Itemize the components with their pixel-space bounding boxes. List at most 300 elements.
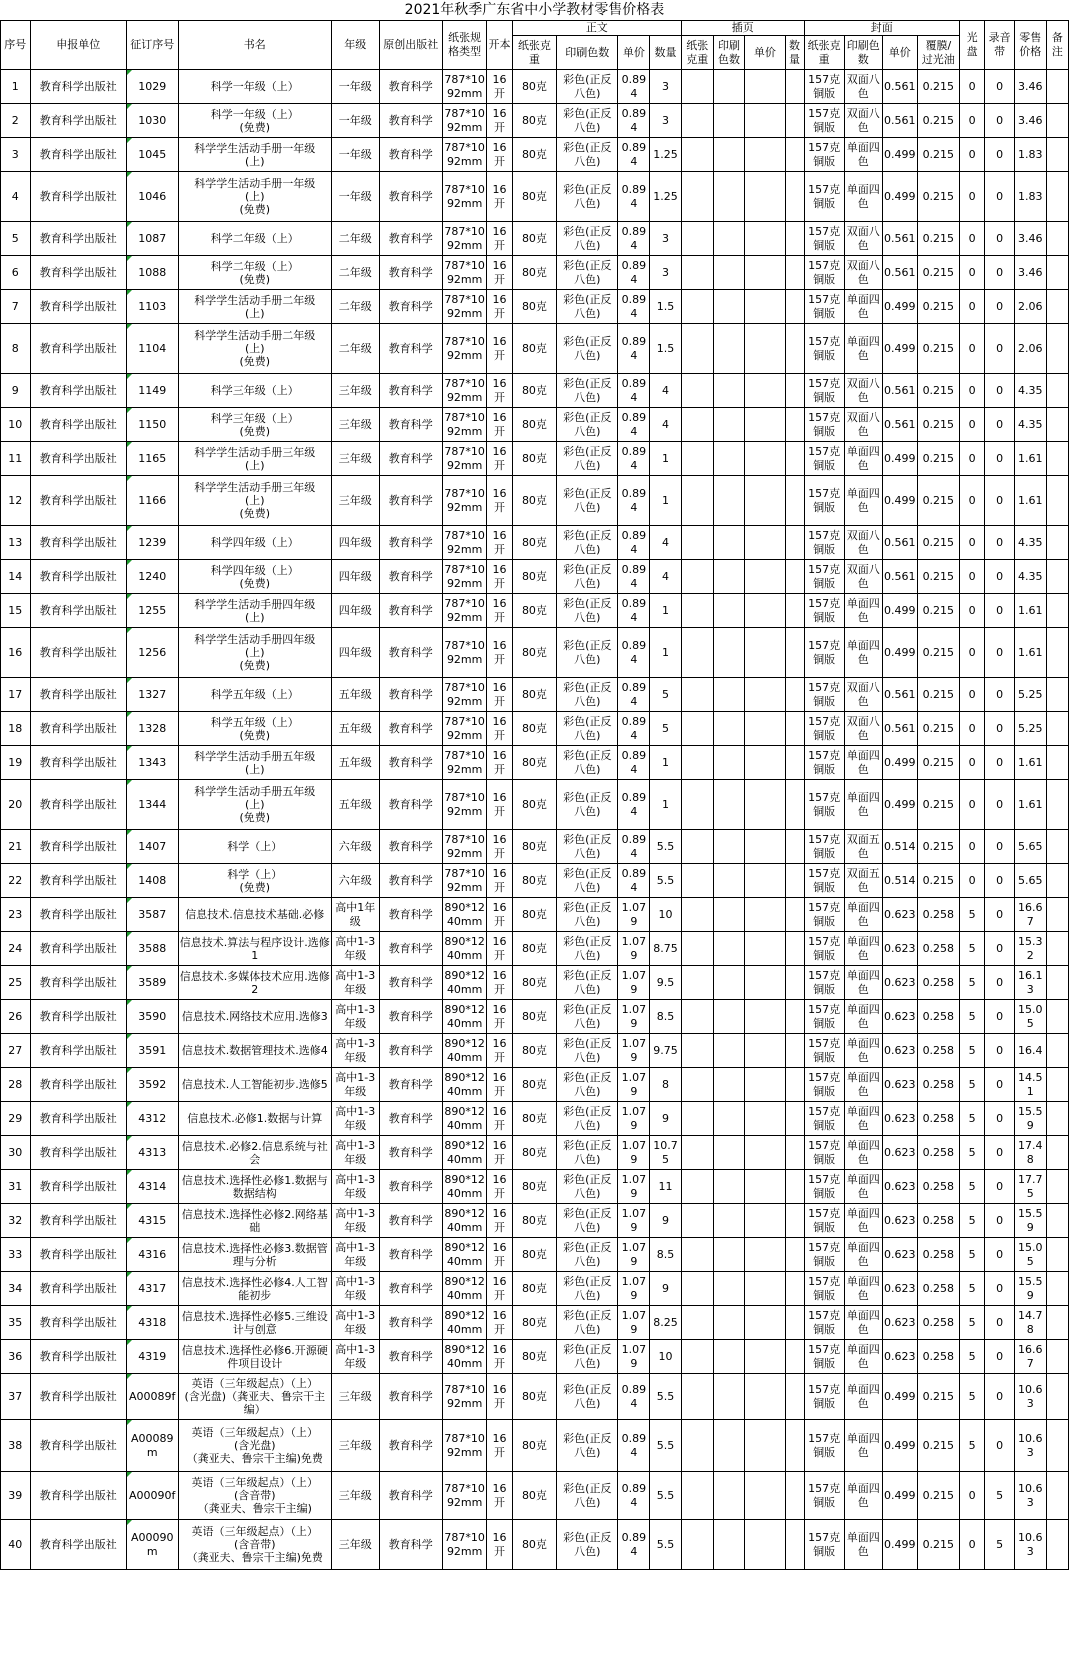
cell-insert-weight [681,324,713,374]
cell-insert-color [713,172,745,222]
cell-note [1046,1238,1068,1272]
cell-code: 1150 [126,408,178,442]
cell-cd: 0 [959,678,984,712]
cell-cover-price: 0.623 [882,1238,917,1272]
cell-code: 3590 [126,1000,178,1034]
cell-orig-pub: 教育科学 [379,408,442,442]
cell-main-color: 彩色(正反 八色) [557,324,618,374]
cell-book: 信息技术.必修1.数据与计算 [178,1102,331,1136]
cell-format: 16 开 [487,290,512,324]
cell-tape: 0 [985,1204,1015,1238]
cell-cd: 5 [959,1374,984,1420]
cell-format: 16 开 [487,864,512,898]
cell-insert-color [713,222,745,256]
cell-cover-weight: 157克 铜版 [804,408,844,442]
cell-retail: 5.65 [1014,830,1046,864]
cell-cd: 5 [959,898,984,932]
cell-paper-spec: 787*10 92mm [442,560,486,594]
table-row [1,70,1069,104]
cell-cover-weight: 157克 铜版 [804,222,844,256]
cell-book: 科学学生活动手册一年级 (上) [178,138,331,172]
cell-main-price: 0.894 [618,1374,650,1420]
cell-insert-weight [681,70,713,104]
cell-insert-color [713,70,745,104]
cell-insert-weight [681,1034,713,1068]
cell-main-color: 彩色(正反 八色) [557,864,618,898]
cell-book: 科学二年级（上） [178,222,331,256]
cell-insert-weight [681,1472,713,1520]
cell-cd: 0 [959,746,984,780]
cell-retail: 10.63 [1014,1374,1046,1420]
cell-book: 科学学生活动手册四年级 (上) (免费) [178,628,331,678]
cell-main-price: 1.079 [618,1306,650,1340]
cell-seq: 35 [1,1306,31,1340]
cell-insert-price [745,1068,785,1102]
cell-main-weight: 80克 [512,1136,556,1170]
cell-cd: 0 [959,864,984,898]
cell-orig-pub: 教育科学 [379,442,442,476]
cell-insert-weight [681,628,713,678]
cell-cover-film: 0.215 [917,678,959,712]
cell-cover-color: 双面八 色 [844,408,882,442]
cell-orig-pub: 教育科学 [379,780,442,830]
cell-main-color: 彩色(正反 八色) [557,560,618,594]
cell-book: 科学四年级（上） [178,526,331,560]
cell-retail: 15.32 [1014,932,1046,966]
cell-cd: 5 [959,1136,984,1170]
cell-paper-spec: 890*12 40mm [442,1136,486,1170]
cell-orig-pub: 教育科学 [379,104,442,138]
cell-format: 16 开 [487,746,512,780]
cell-cover-price: 0.561 [882,256,917,290]
cell-main-qty: 9.5 [650,966,682,1000]
cell-cover-color: 双面八 色 [844,374,882,408]
sheet-title: 2021年秋季广东省中小学教材零售价格表 [404,2,665,18]
cell-cover-weight: 157克 铜版 [804,290,844,324]
cell-main-price: 0.894 [618,526,650,560]
cell-retail: 3.46 [1014,70,1046,104]
cell-format: 16 开 [487,374,512,408]
cell-cover-film: 0.215 [917,560,959,594]
cell-seq: 2 [1,104,31,138]
cell-seq: 39 [1,1472,31,1520]
cell-format: 16 开 [487,1204,512,1238]
cell-main-price: 0.894 [618,222,650,256]
cell-seq: 26 [1,1000,31,1034]
cell-main-color: 彩色(正反 八色) [557,678,618,712]
cell-cover-weight: 157克 铜版 [804,256,844,290]
cell-insert-qty [785,1102,804,1136]
cell-main-color: 彩色(正反 八色) [557,780,618,830]
cell-main-weight: 80克 [512,966,556,1000]
cell-insert-qty [785,1472,804,1520]
table-row [1,1068,1069,1102]
cell-insert-qty [785,1420,804,1472]
cell-grade: 高中1-3 年级 [331,1170,379,1204]
cell-cover-weight: 157克 铜版 [804,966,844,1000]
cell-cover-color: 单面四 色 [844,442,882,476]
cell-code: 1239 [126,526,178,560]
cell-main-qty: 1.5 [650,290,682,324]
cell-tape: 0 [985,442,1015,476]
cell-main-price: 0.894 [618,560,650,594]
cell-paper-spec: 890*12 40mm [442,1306,486,1340]
cell-cover-price: 0.499 [882,1374,917,1420]
cell-grade: 三年级 [331,374,379,408]
cell-cover-color: 单面四 色 [844,628,882,678]
cell-main-weight: 80克 [512,1170,556,1204]
cell-unit: 教育科学出版社 [30,70,126,104]
cell-main-weight: 80克 [512,780,556,830]
cell-seq: 6 [1,256,31,290]
header-format: 开本 [487,21,512,70]
cell-code: 1328 [126,712,178,746]
cell-main-qty: 5.5 [650,1472,682,1520]
cell-cd: 5 [959,1238,984,1272]
cell-format: 16 开 [487,1136,512,1170]
cell-main-qty: 4 [650,560,682,594]
cell-retail: 14.51 [1014,1068,1046,1102]
cell-main-color: 彩色(正反 八色) [557,172,618,222]
header-main-weight: 纸张克 重 [512,36,556,70]
cell-insert-price [745,1374,785,1420]
cell-unit: 教育科学出版社 [30,476,126,526]
cell-retail: 16.4 [1014,1034,1046,1068]
cell-cover-color: 单面四 色 [844,290,882,324]
cell-book: 科学一年级（上） (免费) [178,104,331,138]
cell-main-price: 0.894 [618,830,650,864]
cell-cover-color: 双面八 色 [844,560,882,594]
cell-cover-film: 0.258 [917,898,959,932]
cell-format: 16 开 [487,898,512,932]
cell-cover-color: 单面四 色 [844,1306,882,1340]
cell-code: A00090 m [126,1520,178,1570]
cell-main-color: 彩色(正反 八色) [557,966,618,1000]
table-row [1,1374,1069,1420]
cell-retail: 1.61 [1014,442,1046,476]
cell-insert-color [713,594,745,628]
cell-format: 16 开 [487,104,512,138]
cell-insert-price [745,712,785,746]
table-row [1,290,1069,324]
cell-cover-price: 0.499 [882,442,917,476]
cell-insert-color [713,1472,745,1520]
cell-seq: 37 [1,1374,31,1420]
cell-grade: 高中1-3 年级 [331,1340,379,1374]
cell-insert-weight [681,864,713,898]
cell-format: 16 开 [487,1272,512,1306]
cell-insert-price [745,1102,785,1136]
cell-orig-pub: 教育科学 [379,1520,442,1570]
cell-orig-pub: 教育科学 [379,746,442,780]
cell-cover-film: 0.215 [917,442,959,476]
cell-retail: 2.06 [1014,290,1046,324]
cell-unit: 教育科学出版社 [30,1136,126,1170]
table-row [1,1340,1069,1374]
cell-note [1046,476,1068,526]
cell-main-qty: 10 [650,898,682,932]
cell-paper-spec: 787*10 92mm [442,70,486,104]
cell-retail: 1.61 [1014,476,1046,526]
cell-main-price: 0.894 [618,70,650,104]
cell-main-weight: 80克 [512,476,556,526]
cell-orig-pub: 教育科学 [379,138,442,172]
cell-cover-color: 单面四 色 [844,172,882,222]
cell-insert-price [745,966,785,1000]
cell-tape: 0 [985,830,1015,864]
cell-note [1046,172,1068,222]
cell-cover-film: 0.215 [917,172,959,222]
cell-note [1046,594,1068,628]
cell-cover-price: 0.561 [882,104,917,138]
cell-code: 1029 [126,70,178,104]
cell-grade: 一年级 [331,172,379,222]
cell-format: 16 开 [487,172,512,222]
cell-cover-film: 0.215 [917,408,959,442]
cell-main-price: 0.894 [618,290,650,324]
cell-main-price: 1.079 [618,932,650,966]
cell-main-weight: 80克 [512,1472,556,1520]
header-insert-color: 印刷 色数 [713,36,745,70]
cell-cover-price: 0.561 [882,408,917,442]
cell-cover-price: 0.623 [882,1272,917,1306]
cell-orig-pub: 教育科学 [379,864,442,898]
header-cover-price: 单价 [882,36,917,70]
cell-insert-price [745,1238,785,1272]
cell-seq: 40 [1,1520,31,1570]
cell-insert-price [745,864,785,898]
cell-main-price: 0.894 [618,476,650,526]
cell-insert-price [745,374,785,408]
cell-paper-spec: 787*10 92mm [442,408,486,442]
cell-tape: 0 [985,1102,1015,1136]
cell-cd: 5 [959,1068,984,1102]
cell-paper-spec: 890*12 40mm [442,966,486,1000]
cell-main-qty: 3 [650,104,682,138]
cell-main-qty: 9 [650,1204,682,1238]
cell-cover-price: 0.561 [882,560,917,594]
cell-insert-price [745,70,785,104]
cell-main-qty: 1 [650,780,682,830]
cell-main-qty: 1 [650,628,682,678]
cell-seq: 14 [1,560,31,594]
cell-main-color: 彩色(正反 八色) [557,476,618,526]
header-insert-price: 单价 [745,36,785,70]
cell-insert-qty [785,560,804,594]
cell-cd: 0 [959,172,984,222]
cell-insert-weight [681,104,713,138]
cell-cover-weight: 157克 铜版 [804,594,844,628]
cell-cover-color: 单面四 色 [844,1170,882,1204]
cell-code: 1088 [126,256,178,290]
cell-unit: 教育科学出版社 [30,1272,126,1306]
cell-cd: 0 [959,712,984,746]
cell-format: 16 开 [487,1374,512,1420]
cell-main-price: 1.079 [618,1272,650,1306]
cell-main-price: 0.894 [618,746,650,780]
cell-grade: 三年级 [331,408,379,442]
cell-cover-film: 0.215 [917,526,959,560]
cell-cd: 0 [959,1472,984,1520]
cell-main-qty: 9.75 [650,1034,682,1068]
cell-grade: 四年级 [331,594,379,628]
cell-insert-color [713,712,745,746]
cell-insert-qty [785,138,804,172]
cell-cover-price: 0.623 [882,1170,917,1204]
cell-code: 1256 [126,628,178,678]
cell-cover-price: 0.623 [882,1204,917,1238]
cell-format: 16 开 [487,1520,512,1570]
cell-cover-weight: 157克 铜版 [804,172,844,222]
cell-tape: 0 [985,864,1015,898]
cell-main-price: 0.894 [618,442,650,476]
cell-main-price: 0.894 [618,408,650,442]
cell-tape: 0 [985,1306,1015,1340]
cell-note [1046,442,1068,476]
cell-cover-price: 0.499 [882,746,917,780]
header-group-main: 正文 [512,21,681,36]
cell-insert-color [713,1374,745,1420]
cell-main-price: 1.079 [618,1340,650,1374]
cell-insert-price [745,138,785,172]
cell-cover-price: 0.499 [882,780,917,830]
cell-seq: 36 [1,1340,31,1374]
cell-cover-color: 单面四 色 [844,1420,882,1472]
cell-retail: 15.05 [1014,1238,1046,1272]
cell-book: 科学三年级（上） [178,374,331,408]
cell-seq: 15 [1,594,31,628]
cell-insert-qty [785,1170,804,1204]
cell-main-price: 1.079 [618,1034,650,1068]
cell-insert-color [713,898,745,932]
cell-code: 1255 [126,594,178,628]
cell-note [1046,1000,1068,1034]
cell-note [1046,1170,1068,1204]
cell-tape: 0 [985,324,1015,374]
cell-cover-price: 0.499 [882,1520,917,1570]
cell-cover-price: 0.499 [882,290,917,324]
cell-paper-spec: 890*12 40mm [442,1034,486,1068]
cell-cover-color: 双面八 色 [844,526,882,560]
table-row [1,1136,1069,1170]
cell-insert-qty [785,222,804,256]
cell-cover-film: 0.215 [917,70,959,104]
cell-insert-qty [785,70,804,104]
cell-grade: 高中1年 级 [331,898,379,932]
cell-insert-weight [681,966,713,1000]
cell-book: 信息技术.网络技术应用.选修3 [178,1000,331,1034]
cell-main-price: 0.894 [618,628,650,678]
cell-note [1046,1136,1068,1170]
cell-insert-weight [681,746,713,780]
cell-cover-weight: 157克 铜版 [804,830,844,864]
cell-grade: 高中1-3 年级 [331,1034,379,1068]
cell-book: 英语（三年级起点）（上） (含音带) （龚亚夫、鲁宗干主编) [178,1472,331,1520]
cell-cover-film: 0.215 [917,222,959,256]
cell-insert-price [745,256,785,290]
cell-cover-weight: 157克 铜版 [804,1306,844,1340]
cell-main-color: 彩色(正反 八色) [557,1136,618,1170]
cell-main-weight: 80克 [512,1520,556,1570]
cell-insert-weight [681,1340,713,1374]
cell-orig-pub: 教育科学 [379,324,442,374]
cell-insert-weight [681,526,713,560]
cell-cover-price: 0.514 [882,830,917,864]
cell-insert-qty [785,290,804,324]
cell-insert-qty [785,712,804,746]
cell-grade: 六年级 [331,830,379,864]
cell-note [1046,1420,1068,1472]
cell-cover-color: 单面四 色 [844,1238,882,1272]
cell-format: 16 开 [487,256,512,290]
cell-unit: 教育科学出版社 [30,746,126,780]
cell-insert-price [745,526,785,560]
cell-main-weight: 80克 [512,442,556,476]
cell-grade: 高中1-3 年级 [331,966,379,1000]
cell-retail: 14.78 [1014,1306,1046,1340]
cell-cd: 0 [959,560,984,594]
cell-unit: 教育科学出版社 [30,560,126,594]
table-row [1,560,1069,594]
cell-book: 科学学生活动手册三年级 (上) (免费) [178,476,331,526]
cell-insert-qty [785,476,804,526]
cell-insert-price [745,476,785,526]
cell-tape: 0 [985,374,1015,408]
cell-tape: 0 [985,1272,1015,1306]
cell-retail: 3.46 [1014,256,1046,290]
cell-cd: 0 [959,442,984,476]
cell-retail: 1.61 [1014,780,1046,830]
cell-cd: 0 [959,290,984,324]
cell-main-qty: 10 [650,1340,682,1374]
cell-main-weight: 80克 [512,104,556,138]
cell-paper-spec: 787*10 92mm [442,1520,486,1570]
cell-format: 16 开 [487,1000,512,1034]
cell-main-price: 0.894 [618,712,650,746]
cell-book: 信息技术.选择性必修3.数据管 理与分析 [178,1238,331,1272]
cell-seq: 34 [1,1272,31,1306]
cell-insert-color [713,1034,745,1068]
cell-main-qty: 8.5 [650,1000,682,1034]
table-row [1,526,1069,560]
cell-cover-weight: 157克 铜版 [804,780,844,830]
cell-insert-weight [681,780,713,830]
cell-retail: 4.35 [1014,374,1046,408]
cell-grade: 高中1-3 年级 [331,1238,379,1272]
cell-orig-pub: 教育科学 [379,1170,442,1204]
cell-unit: 教育科学出版社 [30,932,126,966]
cell-cover-film: 0.258 [917,1136,959,1170]
cell-note [1046,104,1068,138]
cell-main-color: 彩色(正反 八色) [557,526,618,560]
cell-orig-pub: 教育科学 [379,222,442,256]
cell-seq: 4 [1,172,31,222]
cell-cover-film: 0.215 [917,104,959,138]
cell-main-color: 彩色(正反 八色) [557,256,618,290]
cell-book: 英语（三年级起点）（上） (含音带) （龚亚夫、鲁宗干主编)免费 [178,1520,331,1570]
cell-insert-color [713,1068,745,1102]
cell-unit: 教育科学出版社 [30,1204,126,1238]
cell-cover-price: 0.623 [882,1068,917,1102]
cell-unit: 教育科学出版社 [30,712,126,746]
cell-code: A00090f [126,1472,178,1520]
cell-grade: 五年级 [331,678,379,712]
cell-seq: 11 [1,442,31,476]
cell-main-weight: 80克 [512,222,556,256]
cell-tape: 0 [985,408,1015,442]
cell-cd: 5 [959,1306,984,1340]
cell-grade: 高中1-3 年级 [331,1306,379,1340]
